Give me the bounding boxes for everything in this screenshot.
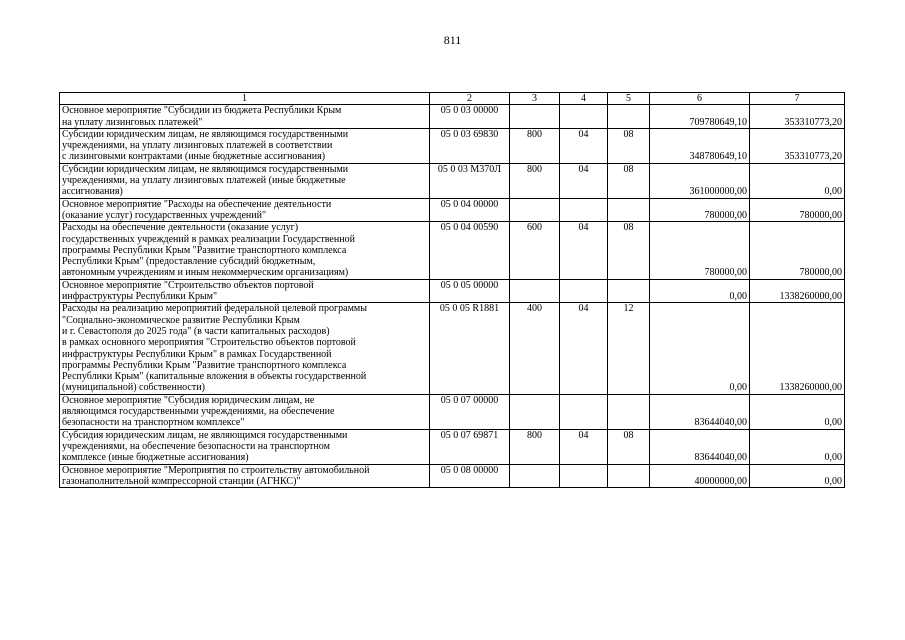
expense-type-cell: 600 — [510, 222, 560, 279]
section-cell: 04 — [560, 128, 608, 163]
amount-year2-cell: 780000,00 — [750, 222, 845, 279]
budget-table-body — [60, 93, 845, 488]
target-article-cell: 05 0 03 00000 — [430, 105, 510, 129]
amount-year2-cell: 0,00 — [750, 163, 845, 198]
page-number: 811 — [443, 33, 462, 47]
section-cell: 04 — [560, 429, 608, 464]
amount-year2-cell: 780000,00 — [750, 198, 845, 222]
target-article-cell: 05 0 04 00000 — [430, 198, 510, 222]
section-cell — [560, 105, 608, 129]
table-row — [60, 279, 845, 303]
amount-year2-cell: 353310773,20 — [750, 128, 845, 163]
table-row — [60, 105, 845, 129]
expense-type-cell: 800 — [510, 429, 560, 464]
subsection-cell: 08 — [608, 163, 650, 198]
amount-year1-cell: 348780649,10 — [650, 128, 750, 163]
subsection-cell — [608, 105, 650, 129]
row-name-cell: Основное мероприятие "Строительство объектов портовой инфраструктуры Республики Крым" — [60, 279, 430, 303]
header-row — [60, 93, 845, 105]
target-article-cell: 05 0 05 R1881 — [430, 303, 510, 394]
header-cell: 4 — [560, 93, 608, 105]
section-cell — [560, 394, 608, 429]
section-cell — [560, 279, 608, 303]
amount-year1-cell: 0,00 — [650, 279, 750, 303]
table-row — [60, 198, 845, 222]
target-article-cell: 05 0 04 00590 — [430, 222, 510, 279]
section-cell: 04 — [560, 222, 608, 279]
subsection-cell — [608, 198, 650, 222]
target-article-cell: 05 0 05 00000 — [430, 279, 510, 303]
amount-year2-cell: 0,00 — [750, 464, 845, 488]
expense-type-cell: 800 — [510, 163, 560, 198]
target-article-cell: 05 0 07 69871 — [430, 429, 510, 464]
table-row — [60, 128, 845, 163]
table-row — [60, 464, 845, 488]
row-name-cell: Субсидия юридическим лицам, не являющимся государственными учреждениями, на обеспечение безопасности на транспортном комплексе (иные бюджетные ассигнования) — [60, 429, 430, 464]
subsection-cell — [608, 394, 650, 429]
header-cell: 7 — [750, 93, 845, 105]
header-cell: 1 — [60, 93, 430, 105]
row-name-cell: Основное мероприятие "Мероприятия по строительству автомобильной газонаполнительной компрессорной станции (АГНКС)" — [60, 464, 430, 488]
amount-year1-cell: 780000,00 — [650, 222, 750, 279]
amount-year1-cell: 780000,00 — [650, 198, 750, 222]
expense-type-cell: 400 — [510, 303, 560, 394]
subsection-cell: 08 — [608, 429, 650, 464]
subsection-cell: 08 — [608, 222, 650, 279]
amount-year2-cell: 0,00 — [750, 429, 845, 464]
row-name-cell: Основное мероприятие "Субсидии из бюджета Республики Крым на уплату лизинговых платежей" — [60, 105, 430, 129]
row-name-cell: Субсидии юридическим лицам, не являющимся государственными учреждениями, на уплату лизинговых платежей в соответствии с лизинговыми контрактами (иные бюджетные ассигнования) — [60, 128, 430, 163]
header-cell: 5 — [608, 93, 650, 105]
table-row — [60, 303, 845, 394]
target-article-cell: 05 0 03 М370Л — [430, 163, 510, 198]
amount-year2-cell: 0,00 — [750, 394, 845, 429]
expense-type-cell — [510, 464, 560, 488]
section-cell — [560, 464, 608, 488]
amount-year2-cell: 1338260000,00 — [750, 303, 845, 394]
amount-year1-cell: 40000000,00 — [650, 464, 750, 488]
header-cell: 3 — [510, 93, 560, 105]
expense-type-cell — [510, 105, 560, 129]
header-cell: 6 — [650, 93, 750, 105]
expense-type-cell: 800 — [510, 128, 560, 163]
expense-type-cell — [510, 198, 560, 222]
budget-table — [59, 92, 845, 488]
amount-year1-cell: 709780649,10 — [650, 105, 750, 129]
section-cell: 04 — [560, 303, 608, 394]
amount-year1-cell: 0,00 — [650, 303, 750, 394]
subsection-cell — [608, 464, 650, 488]
target-article-cell: 05 0 07 00000 — [430, 394, 510, 429]
header-cell: 2 — [430, 93, 510, 105]
table-row — [60, 394, 845, 429]
amount-year1-cell: 83644040,00 — [650, 394, 750, 429]
subsection-cell: 12 — [608, 303, 650, 394]
target-article-cell: 05 0 08 00000 — [430, 464, 510, 488]
expense-type-cell — [510, 279, 560, 303]
section-cell — [560, 198, 608, 222]
row-name-cell: Основное мероприятие "Субсидия юридическим лицам, не являющимся государственными учреждениями, на обеспечение безопасности на транспортном комплексе" — [60, 394, 430, 429]
amount-year2-cell: 1338260000,00 — [750, 279, 845, 303]
row-name-cell: Субсидии юридическим лицам, не являющимся государственными учреждениями, на уплату лизинговых платежей (иные бюджетные ассигнования) — [60, 163, 430, 198]
expense-type-cell — [510, 394, 560, 429]
target-article-cell: 05 0 03 69830 — [430, 128, 510, 163]
table-row — [60, 222, 845, 279]
table-row — [60, 429, 845, 464]
subsection-cell: 08 — [608, 128, 650, 163]
section-cell: 04 — [560, 163, 608, 198]
table-row — [60, 163, 845, 198]
subsection-cell — [608, 279, 650, 303]
row-name-cell: Основное мероприятие "Расходы на обеспечение деятельности (оказание услуг) государственных учреждений" — [60, 198, 430, 222]
row-name-cell: Расходы на обеспечение деятельности (оказание услуг) государственных учреждений в рамках реализации Государственной программы Республики Крым "Развитие транспортного комплекса Республики Крым" (предоставление субсидий бюджетным, автономным учреждениям и иным некоммерческим организациям) — [60, 222, 430, 279]
amount-year2-cell: 353310773,20 — [750, 105, 845, 129]
amount-year1-cell: 83644040,00 — [650, 429, 750, 464]
row-name-cell: Расходы на реализацию мероприятий федеральной целевой программы "Социально-экономическое развитие Республики Крым и г. Севастополя до 2025 года" (в части капитальных расходов) в рамках основного мероприятия "Строительство объектов портовой инфраструктуры Республики Крым" в рамках Государственной программы Республики Крым "Развитие транспортного комплекса Республики Крым" (капитальные вложения в объекты государственной (муниципальной) собственности) — [60, 303, 430, 394]
amount-year1-cell: 361000000,00 — [650, 163, 750, 198]
